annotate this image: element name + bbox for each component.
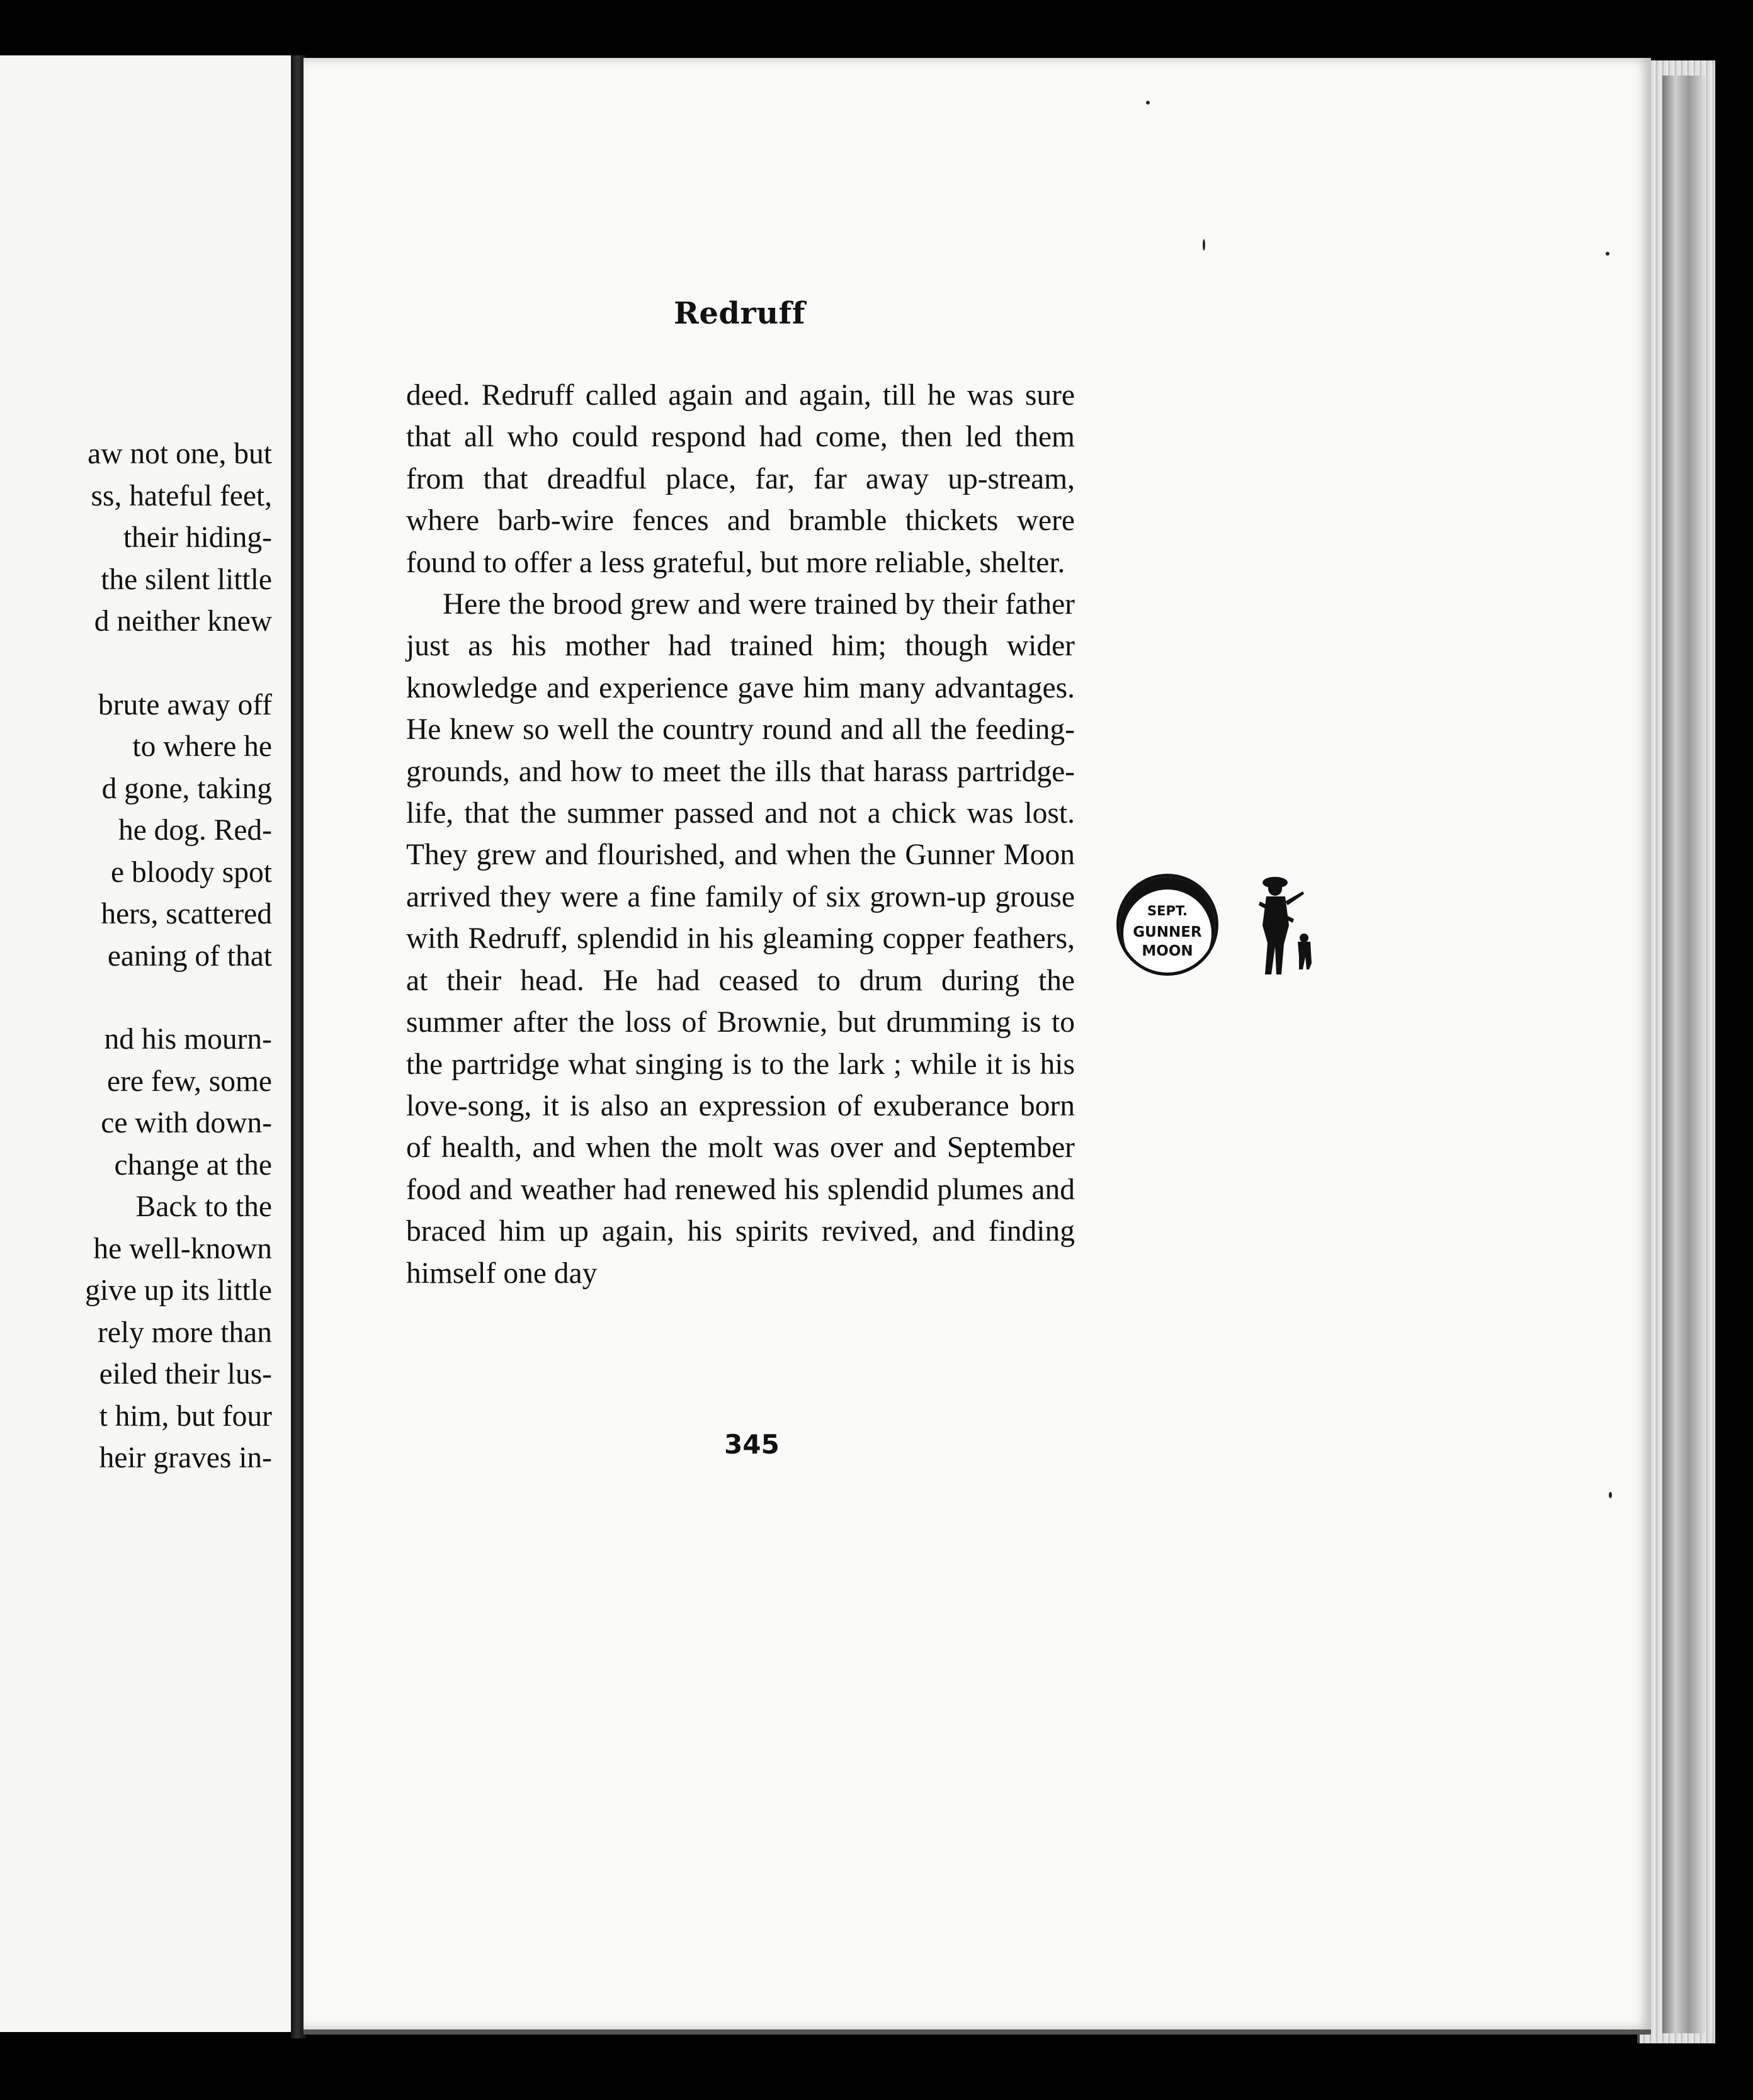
left-page-paragraph-gap (0, 643, 272, 684)
left-page-line: heir graves in- (99, 1442, 272, 1474)
moon-label-1: GUNNER (1133, 924, 1202, 940)
left-page-line: brute away off (98, 688, 272, 721)
left-page-line: their hiding- (123, 521, 272, 554)
left-page-line: hers, scattered (101, 898, 272, 930)
left-page-line: e bloody spot (111, 855, 272, 889)
left-page-line: Back to the (135, 1190, 272, 1223)
left-page-line: rely more than (98, 1316, 272, 1349)
left-page-line: d gone, taking (101, 772, 272, 805)
margin-ornament (1116, 869, 1324, 982)
left-page-line: ss, hateful feet, (91, 479, 272, 512)
left-page-line: he dog. Red- (118, 814, 272, 847)
left-page-line: eiled their lus- (99, 1358, 272, 1391)
left-page-line: the silent little (101, 563, 272, 596)
gunner-figure-icon (1249, 869, 1318, 982)
running-head: Redruff (674, 296, 805, 331)
moon-badge (1116, 874, 1218, 976)
left-page-line: eaning of that (107, 939, 272, 973)
left-page-line: aw not one, but (88, 438, 272, 470)
scan-speck (1606, 252, 1609, 256)
scan-speck (1203, 239, 1205, 251)
left-page-paragraph-gap (0, 977, 272, 1019)
left-page-line: give up its little (85, 1274, 272, 1307)
scan-speck (1609, 1492, 1612, 1498)
paragraph-1: deed. Redruff called again and again, till he was sure that all who could respond had come, then led them from that dreadful place, far, far away up-stream, where barb-wire fences and bramble thickets were found to offer a less grateful, but more reliable, shelter. (406, 379, 1075, 579)
left-page-text (0, 433, 272, 1479)
moon-month: SEPT. (1147, 903, 1188, 918)
left-page-line: nd his mourn- (104, 1023, 272, 1056)
scan-speck (1146, 101, 1150, 104)
moon-label-2: MOON (1142, 943, 1193, 959)
left-page-line: d neither knew (94, 605, 272, 638)
left-page-line: change at the (114, 1148, 272, 1182)
left-page-line: t him, but four (99, 1399, 272, 1433)
paragraph-2: Here the brood grew and were trained by their father just as his mother had trained him; though wider knowledge and experience gave him many advantages. He knew so well the country round and all the feeding-grounds, and how to meet the ills that harass partridge-life, that the summer passed and not a chick was lost. They grew and flourished, and when the Gunner Moon arrived they were a fine family of six grown-up grouse with Redruff, splendid in his gleaming copper feathers, at their head. He had ceased to drum during the summer after the loss of Brownie, but drumming is to the partridge what singing is to the lark ; while it is his love-song, it is also an expression of exuberance born of health, and when the molt was over and September food and weather had renewed his splendid plumes and braced him up again, his spirits revived, and finding himself one day (406, 588, 1075, 1290)
left-page-line: to where he (132, 730, 272, 763)
left-page-line: ere few, some (107, 1064, 272, 1098)
body-text (406, 375, 1075, 1294)
left-page-line: ce with down- (101, 1107, 272, 1139)
left-page-line: he well-known (93, 1232, 272, 1265)
page-number: 345 (724, 1429, 780, 1460)
page-edges-shadow (1662, 76, 1706, 2033)
left-page (0, 55, 301, 2032)
